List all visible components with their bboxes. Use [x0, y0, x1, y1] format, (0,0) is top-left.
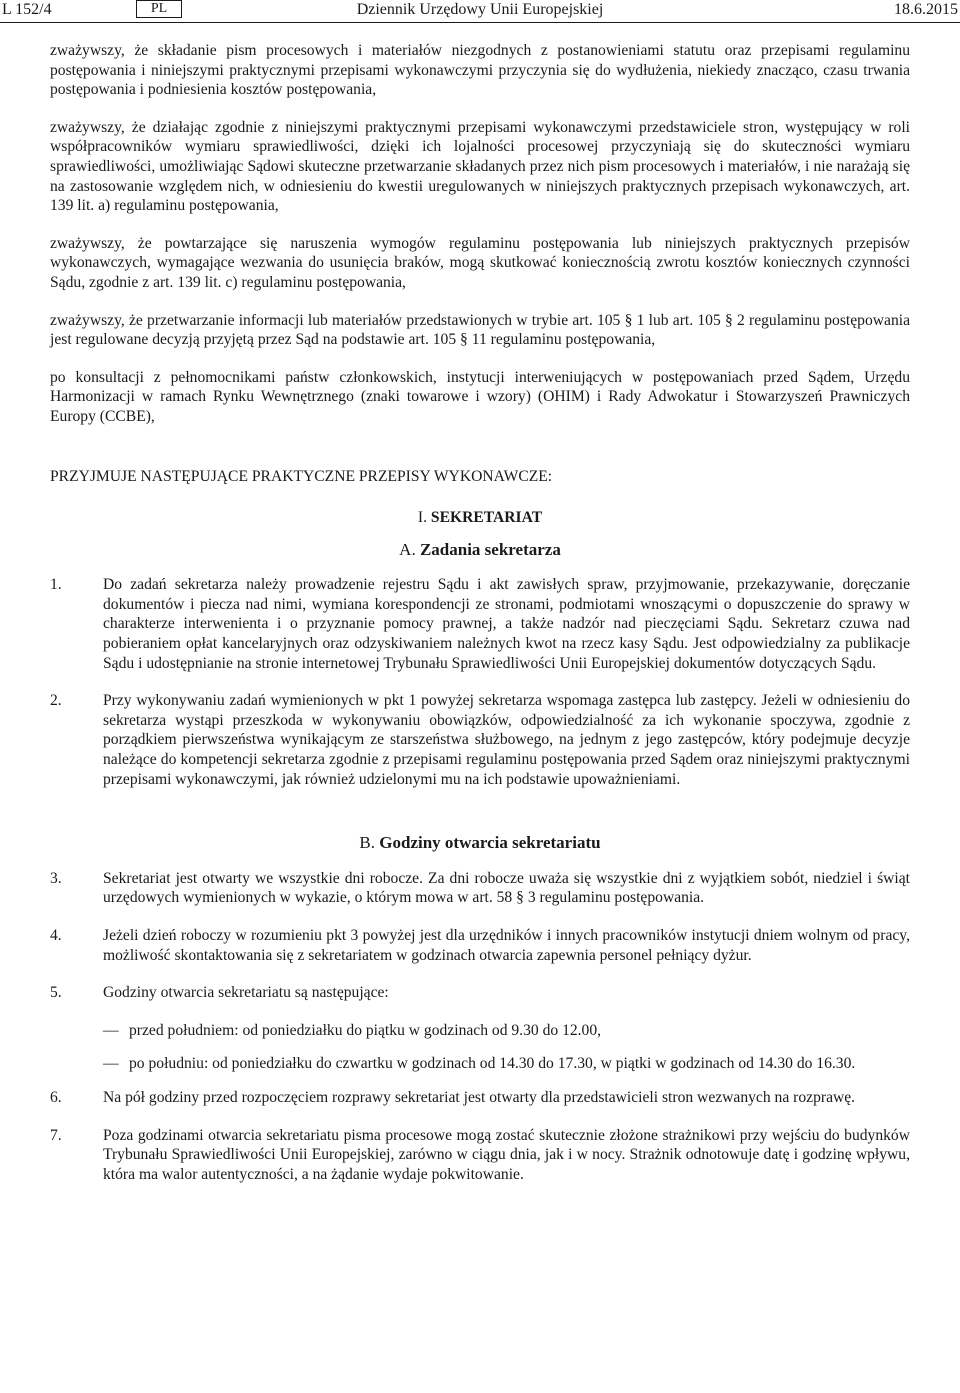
section-title: SEKRETARIAT [430, 509, 543, 527]
item-text: Przy wykonywaniu zadań wymienionych w pkt 1 powyżej sekretarza wspomaga zastępca lub zastępcy. Jeżeli w odniesieniu do sekretarza wystąpi przeszkoda w wykonywaniu obowiązków, odpowiedzialność za ich wykonanie spoczywa, zgodnie z porządkiem pierwszeństwa wynikającym ze starszeństwa służbowego, na jednym z jego zastępców, który podejmuje decyzje należące do kompetencji sekretarza zgodnie z przepisami regulaminu postępowania przed Sądem oraz niniejszymi praktycznymi przepisami wykonawczymi, jak również udzielonymi mu na ich podstawie upoważnieniami. [103, 692, 910, 788]
page-number: L 152/4 [2, 1, 52, 18]
list-item [50, 691, 910, 789]
item-number: 4. [50, 927, 62, 944]
recital: zważywszy, że działając zgodnie z niniejszymi praktycznymi przepisami wykonawczymi przedstawiciele stron, występujący w roli współpracowników wymiaru sprawiedliwości, dzięki ich lojalności procesowej przyczyniają się do skuteczności wymiaru sprawiedliwości, umożliwiając Sądowi skuteczne przetwarzanie składanych przez nich pism procesowych i materiałów, i nie narażają się na zastosowanie względem nich, w odniesieniu do kwestii uregulowanych w niniejszych praktycznych przepisach wykonawczych, art. 139 lit. a) regulaminu postępowania, [50, 118, 910, 215]
item-text: Poza godzinami otwarcia sekretariatu pisma procesowe mogą zostać skutecznie złożone strażnikowi przy wejściu do budynków Trybunału Sprawiedliwości Unii Europejskiej, zarówno w ciągu dnia, jak i w nocy. Strażnik odnotowuje datę i godzinę wpływu, która ma walor autentyczności, a na żądanie wydaje pokwitowanie. [103, 1126, 910, 1183]
list-item [50, 575, 910, 673]
item-number: 3. [50, 869, 62, 887]
item-number: 6. [50, 1088, 62, 1106]
list-item [50, 1088, 910, 1108]
item-text: Na pół godziny przed rozpoczęciem rozprawy sekretariat jest otwarty dla przedstawicieli stron wezwanych na rozprawę. [103, 1088, 856, 1106]
dash-mark: — [103, 1055, 119, 1073]
dash-item [103, 1021, 910, 1041]
recital: zważywszy, że powtarzające się naruszenia wymogów regulaminu postępowania lub niniejszych praktycznych przepisów wykonawczych, wymagające wezwania do usunięcia braków, mogą skutkować koniecznością zwrotu kosztów koniecznych czynności Sądu, zgodnie z art. 139 lit. c) regulaminu postępowania, [50, 234, 910, 291]
item-number: 2. [50, 692, 62, 710]
publication-date: 18.6.2015 [894, 1, 958, 18]
subsection-title: Godziny otwarcia sekretariatu [379, 833, 601, 853]
journal-title: Dziennik Urzędowy Unii Europejskiej [356, 1, 604, 18]
list-item [50, 1126, 910, 1185]
subsection-letter: A. [399, 539, 416, 559]
header-rule [0, 22, 960, 23]
item-text: Jeżeli dzień roboczy w rozumieniu pkt 3 powyżej jest dla urzędników i innych pracowników instytucji dniem wolnym od pracy, możliwość skontaktowania się z sekretariatem w godzinach otwarcia zapewnia personel pełniący dyżur. [103, 927, 910, 964]
section-heading [50, 508, 910, 528]
recital: po konsultacji z pełnomocnikami państw członkowskich, instytucji interweniujących w postępowaniach przed Sądem, Urzędu Harmonizacji w ramach Rynku Wewnętrznego (znaki towarowe i wzory) (OHIM) i Rady Adwokatur i Stowarzyszeń Prawniczych Europy (CCBE), [50, 368, 910, 425]
item-number: 5. [50, 984, 62, 1002]
subsection-heading-a [50, 540, 910, 560]
item-number: 7. [50, 1126, 62, 1144]
list-item [50, 983, 910, 1003]
section-number: I. [417, 509, 427, 527]
subsection-title: Zadania sekretarza [419, 539, 561, 559]
item-text: Sekretariat jest otwarty we wszystkie dni robocze. Za dni robocze uważa się wszystkie dni z wyjątkiem sobót, niedziel i świąt urzędowych wymienionych w wykazie, o którym mowa w art. 58 § 3 regulaminu postępowania. [103, 869, 910, 907]
dash-text: po południu: od poniedziałku do czwartku w godzinach od 14.30 do 17.30, w piątki w godzinach od 14.30 do 16.30. [129, 1055, 856, 1073]
item-number: 1. [50, 576, 62, 594]
subsection-heading-b [50, 833, 910, 853]
dash-text: przed południem: od poniedziałku do piątku w godzinach od 9.30 do 12.00, [129, 1021, 602, 1039]
language-badge: PL [136, 0, 182, 18]
dash-mark: — [103, 1021, 119, 1039]
dash-item [103, 1054, 910, 1074]
list-item [50, 869, 910, 908]
adoption-statement: PRZYJMUJE NASTĘPUJĄCE PRAKTYCZNE PRZEPISY WYKONAWCZE: [50, 467, 553, 485]
list-item [50, 926, 910, 965]
page-header [0, 0, 960, 22]
item-text: Godziny otwarcia sekretariatu są następujące: [103, 984, 389, 1002]
document-body [50, 41, 910, 1202]
recital: zważywszy, że składanie pism procesowych i materiałów niezgodnych z postanowieniami statutu oraz przepisami regulaminu postępowania i niniejszymi praktycznymi przepisami wykonawczymi przyczynia się do wydłużenia, niekiedy znacząco, czasu trwania postępowania i podniesienia kosztów postępowania, [50, 42, 910, 99]
subsection-letter: B. [359, 833, 376, 853]
recital: zważywszy, że przetwarzanie informacji lub materiałów przedstawionych w trybie art. 105 § 1 lub art. 105 § 2 regulaminu postępowania jest regulowane decyzją przyjętą przez Sąd na podstawie art. 105 § 11 regulaminu postępowania, [50, 311, 910, 349]
item-text: Do zadań sekretarza należy prowadzenie rejestru Sądu i akt zawisłych spraw, przyjmowanie, przekazywanie, doręczanie dokumentów i piecza nad nimi, wymiana korespondencji ze stronami, podmiotami wnoszącymi o dopuszczenie do sprawy w charakterze interwenienta i o przyznanie pomocy prawnej, a także nadzór nad pieczęciami Sądu. Sekretarz czuwa nad pobieraniem opłat kancelaryjnych oraz odzyskiwaniem należnych kwot na rzecz kasy Sądu. Jest odpowiedzialny za publikacje Sądu i udostępnianie na stronie internetowej Trybunału Sprawiedliwości Unii Europejskiej dokumentów dotyczących Sądu. [103, 576, 910, 672]
